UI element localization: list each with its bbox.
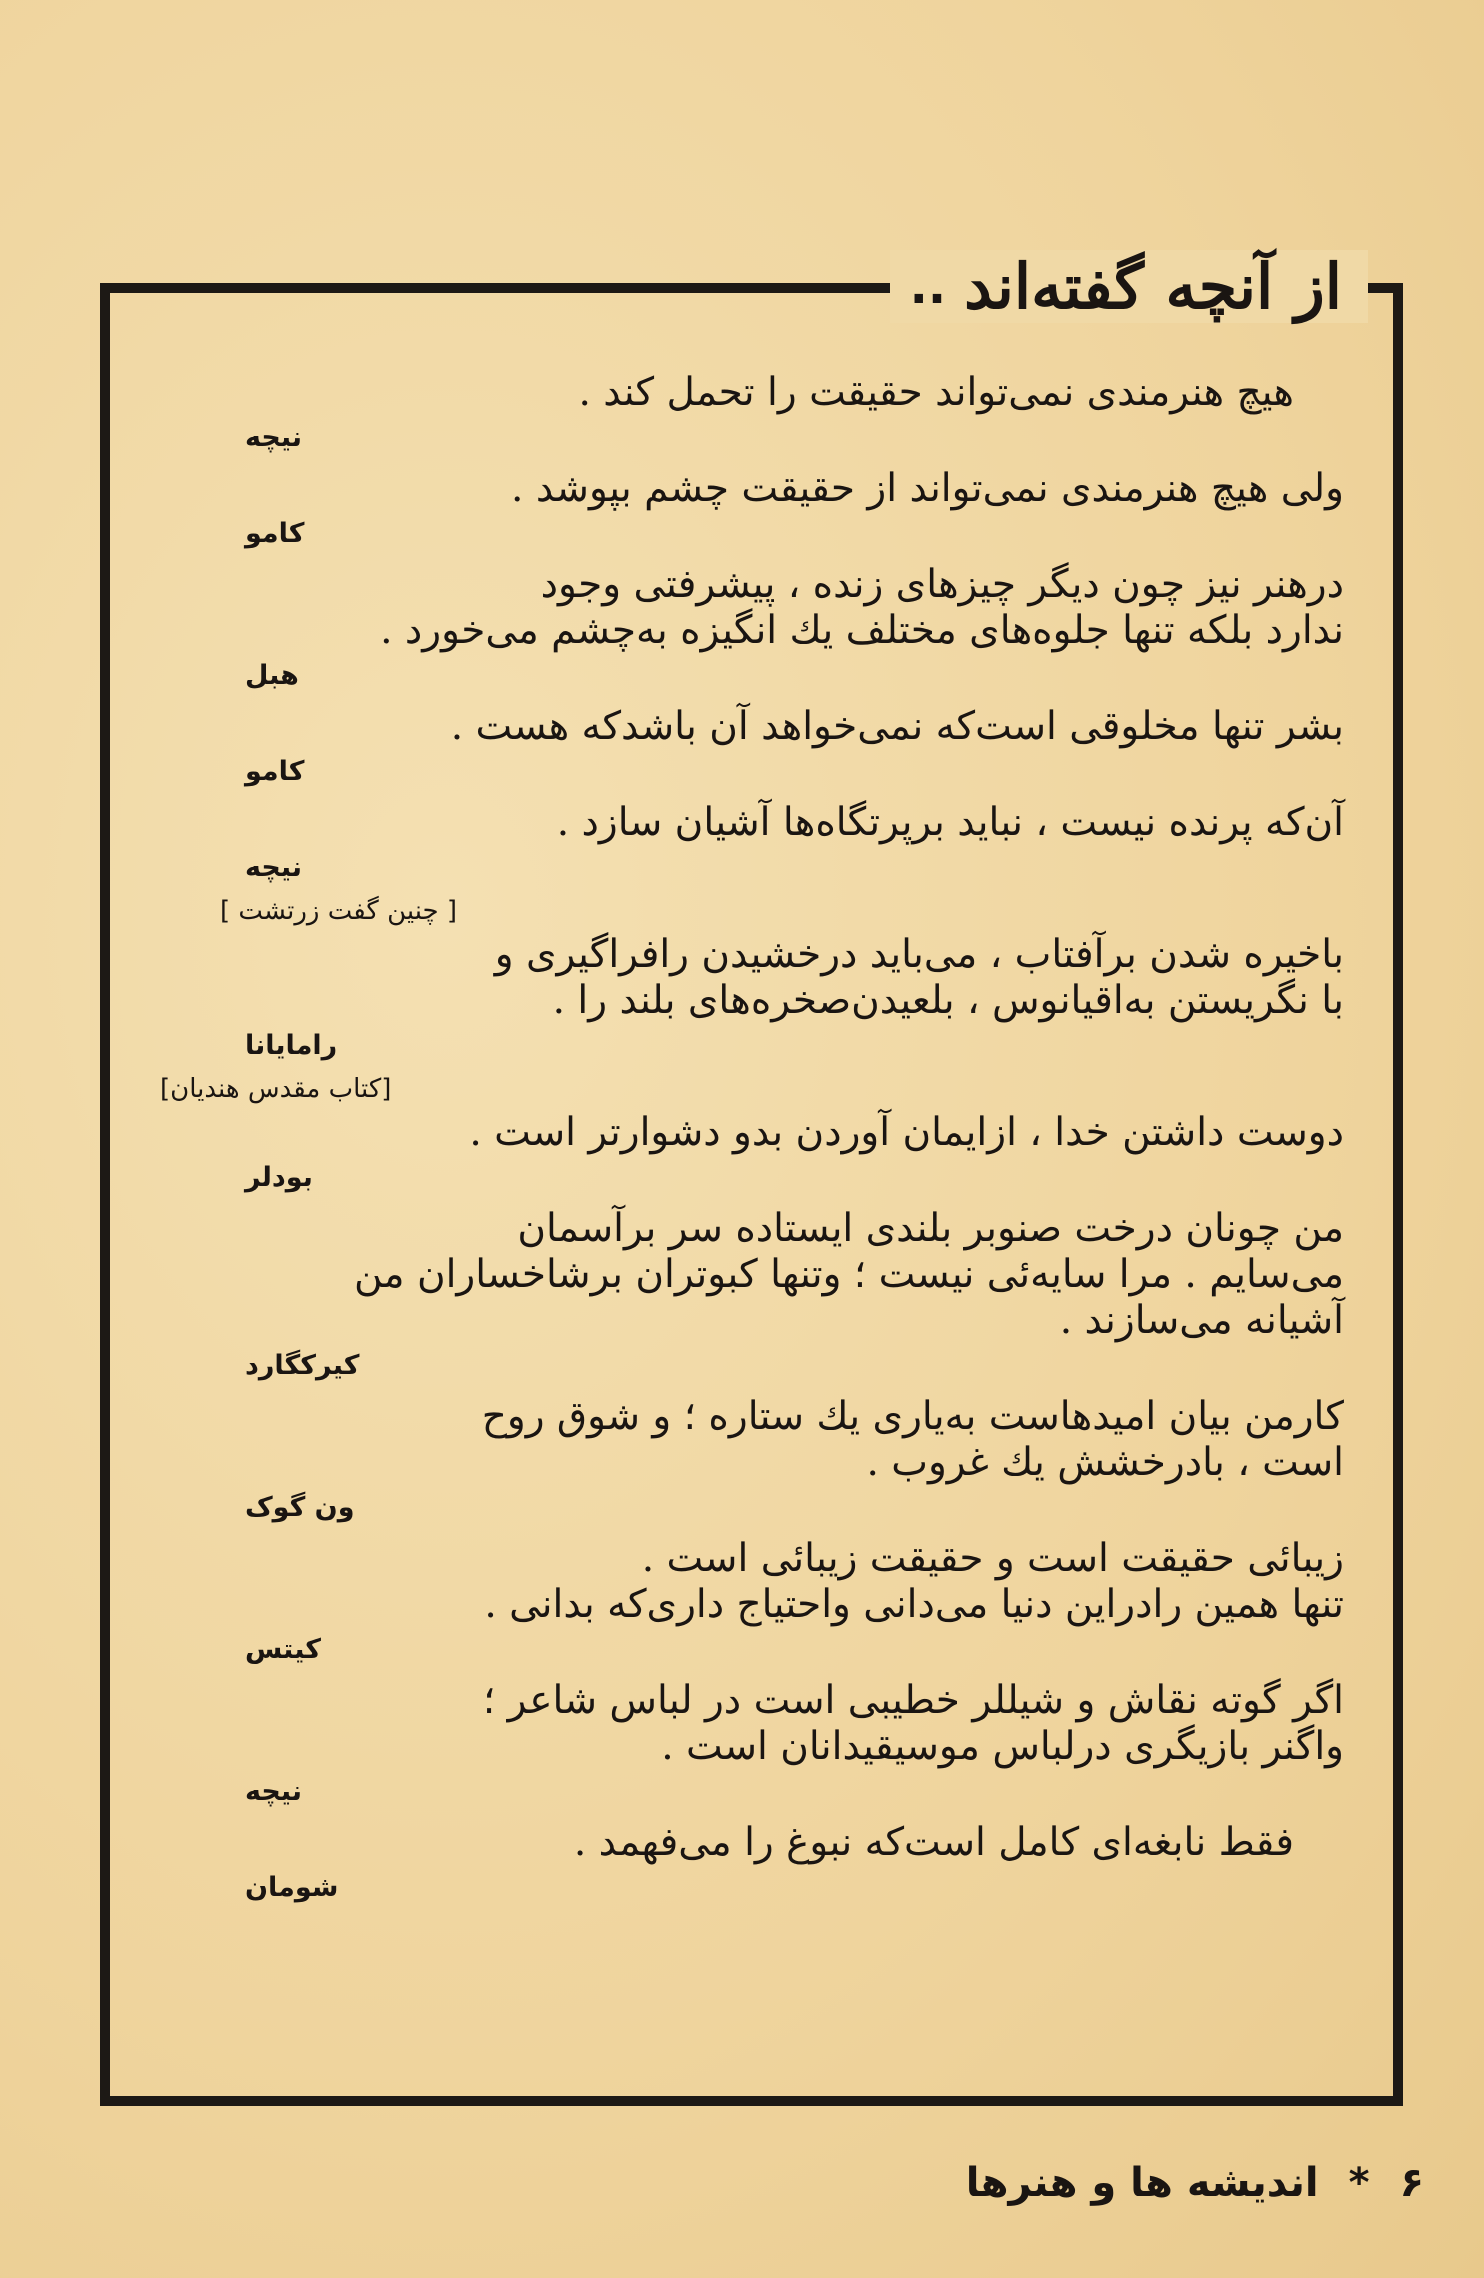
title-ellipsis: .. — [909, 258, 947, 315]
quote-line: هیچ هنرمندی نمی‌تواند حقیقت را تحمل کند . — [578, 370, 1294, 415]
page-footer — [920, 2160, 1424, 2206]
quote-author: هبل — [245, 660, 299, 691]
quote-author: کامو — [245, 756, 305, 787]
quote-author: نیچه — [245, 422, 302, 453]
quote-line: زیبائی حقیقت است و حقیقت زیبائی است . — [641, 1536, 1344, 1581]
quote-line: با نگریستن به‌اقیانوس ، بلعیدن‌صخره‌های بلند را . — [552, 978, 1344, 1023]
quotes-content — [160, 370, 1344, 1916]
quote-line: من چونان درخت صنوبر بلندی ایستاده سر برآسمان — [517, 1206, 1344, 1251]
quote-line: باخیره شدن برآفتاب ، می‌باید درخشیدن رافراگیری و — [494, 932, 1344, 977]
quote-source: [ چنین گفت زرتشت ] — [220, 896, 458, 926]
quote-line: ندارد بلکه تنها جلوه‌های مختلف یك انگیزه به‌چشم می‌خورد . — [380, 608, 1344, 653]
quote-line: آشیانه می‌سازند . — [1059, 1298, 1344, 1343]
quote-author: رامایانا — [245, 1030, 338, 1061]
quote-line: است ، بادرخشش یك غروب . — [866, 1440, 1344, 1485]
quote-author: کیتس — [245, 1634, 321, 1665]
quote-line: کارمن بیان امیدهاست به‌یاری یك ستاره ؛ و شوق روح — [481, 1394, 1344, 1439]
quote-line: دوست داشتن خدا ، ازایمان آوردن بدو دشوارتر است . — [469, 1110, 1344, 1155]
quote-line: تنها همین رادراین دنیا می‌دانی واحتیاج داری‌که بدانی . — [484, 1582, 1344, 1627]
quote-line: فقط نابغه‌ای کامل است‌که نبوغ را می‌فهمد . — [573, 1820, 1294, 1865]
quote-line: اگر گوته نقاش و شیللر خطیبی است در لباس شاعر ؛ — [482, 1678, 1344, 1723]
magazine-name: اندیشه ها و هنرها — [965, 2160, 1319, 2206]
quote-line: درهنر نیز چون دیگر چیزهای زنده ، پیشرفتی وجود — [540, 562, 1344, 607]
quote-author: بودلر — [245, 1162, 313, 1193]
title-block — [890, 250, 1368, 323]
quote-source: [کتاب مقدس هندیان] — [160, 1074, 392, 1104]
quote-author: شومان — [245, 1872, 339, 1903]
page-number: ۶ — [1399, 2160, 1424, 2206]
quote-line: آن‌که پرنده نیست ، نباید برپرتگاه‌ها آشیان سازد . — [556, 800, 1344, 845]
quote-line: می‌سایم . مرا سایه‌ئی نیست ؛ وتنها کبوتران برشاخساران من — [353, 1252, 1344, 1297]
quote-line: واگنر بازیگری درلباس موسیقیدانان است . — [661, 1724, 1344, 1769]
page-title: از آنچه گفته‌اند — [964, 250, 1342, 323]
quote-author: نیچه — [245, 1776, 302, 1807]
quote-line: ولی هیچ هنرمندی نمی‌تواند از حقیقت چشم بپوشد . — [511, 466, 1344, 511]
quote-line: بشر تنها مخلوقی است‌که نمی‌خواهد آن باشدکه هست . — [450, 704, 1344, 749]
quote-author: کیرکگارد — [245, 1350, 360, 1381]
quote-author: نیچه — [245, 852, 302, 883]
star-icon: * — [1348, 2160, 1370, 2206]
quote-author: ون گوک — [245, 1492, 355, 1523]
quote-author: کامو — [245, 518, 305, 549]
